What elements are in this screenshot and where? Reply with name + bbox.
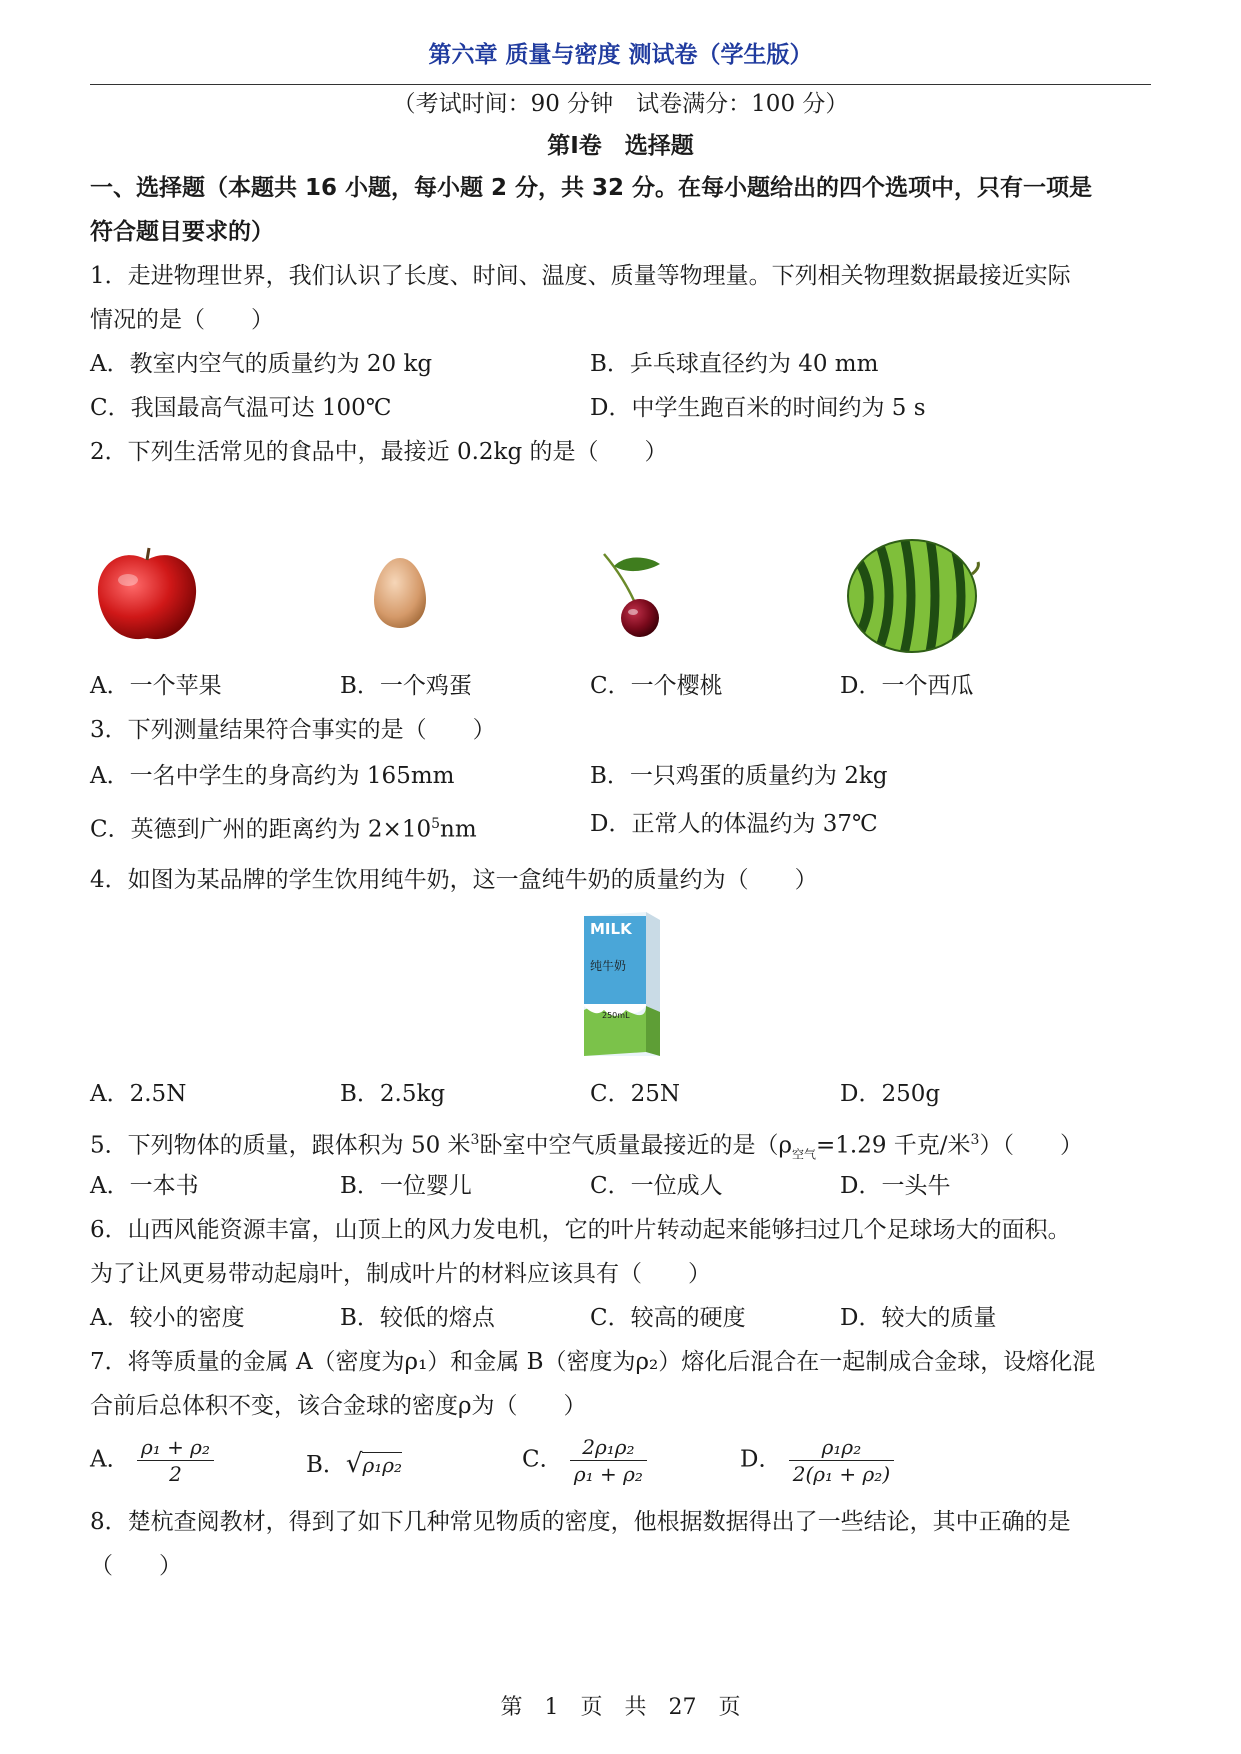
q2-stem: 2．下列生活常见的食品中，最接近 0.2kg 的是（ ） xyxy=(90,439,668,465)
q2-option-a: A．一个苹果 xyxy=(90,673,222,699)
q2-option-b: B．一个鸡蛋 xyxy=(340,673,472,699)
q1-option-d: D．中学生跑百米的时间约为 5 s xyxy=(590,395,926,421)
carton-volume-text: 250mL xyxy=(602,1011,630,1020)
milk-carton-image xyxy=(576,906,666,1060)
q7-option-a-fraction: $\frac{\text{ρ₁ + ρ₂}}{2}$ xyxy=(137,1434,214,1487)
part-one-heading-line1: 一、选择题（本题共 16 小题，每小题 2 分，共 32 分。在每小题给出的四个选项中，只有一项是 xyxy=(90,175,1093,201)
document-title: 第六章 质量与密度 测试卷（学生版） xyxy=(428,42,813,68)
q6-stem-line2: 为了让风更易带动起扇叶，制成叶片的材料应该具有（ ） xyxy=(90,1261,711,1287)
apple-image xyxy=(92,538,202,648)
q1-option-b: B．乒乓球直径约为 40 mm xyxy=(590,351,879,377)
q6-stem-line1: 6．山西风能资源丰富，山顶上的风力发电机，它的叶片转动起来能够扫过几个足球场大的面积。 xyxy=(90,1217,1071,1243)
section-title: 第Ⅰ卷 选择题 xyxy=(547,133,694,159)
carton-brand-text: MILK xyxy=(590,920,632,938)
q5-option-a: A．一本书 xyxy=(90,1173,199,1199)
q8-stem-line2: （ ） xyxy=(90,1553,182,1579)
exam-info: （考试时间：90 分钟 试卷满分：100 分） xyxy=(392,91,849,117)
q4-option-b: B．2.5kg xyxy=(340,1081,446,1107)
q4-option-d: D．250g xyxy=(840,1081,941,1107)
q1-stem-line1: 1．走进物理世界，我们认识了长度、时间、温度、质量等物理量。下列相关物理数据最接近实际 xyxy=(90,263,1071,289)
q3-option-a: A．一名中学生的身高约为 165mm xyxy=(90,763,455,789)
q1-option-c: C．我国最高气温可达 100℃ xyxy=(90,395,392,421)
watermelon-image xyxy=(844,534,982,654)
q5-option-b: B．一位婴儿 xyxy=(340,1173,472,1199)
q1-option-a: A．教室内空气的质量约为 20 kg xyxy=(90,351,433,377)
q7-option-c-fraction: $\frac{\text{2ρ₁ρ₂}}{\text{ρ₁ + ρ₂}}$ xyxy=(570,1434,647,1487)
q6-option-c: C．较高的硬度 xyxy=(590,1305,746,1331)
egg-image xyxy=(372,556,428,630)
part-one-heading-line2: 符合题目要求的） xyxy=(90,219,274,245)
q6-option-d: D．较大的质量 xyxy=(840,1305,997,1331)
q7-option-b: B．√ρ₁ρ₂ xyxy=(306,1449,403,1479)
q4-stem: 4．如图为某品牌的学生饮用纯牛奶，这一盒纯牛奶的质量约为（ ） xyxy=(90,867,818,893)
q7-option-d: D． $\frac{\text{ρ₁ρ₂}}{\text{2(ρ₁ + ρ₂)}}$ xyxy=(740,1434,894,1487)
q8-stem-line1: 8．楚杭查阅教材，得到了如下几种常见物质的密度，他根据数据得出了一些结论，其中正确的是 xyxy=(90,1509,1071,1535)
q4-option-c: C．25N xyxy=(590,1081,680,1107)
carton-name-text: 纯牛奶 xyxy=(590,959,627,973)
q7-option-d-fraction: $\frac{\text{ρ₁ρ₂}}{\text{2(ρ₁ + ρ₂)}}$ xyxy=(789,1434,894,1487)
q1-stem-line2: 情况的是（ ） xyxy=(90,307,274,333)
q7-option-c: C． $\frac{\text{2ρ₁ρ₂}}{\text{ρ₁ + ρ₂}}$ xyxy=(522,1434,647,1487)
cherry-image xyxy=(596,550,676,640)
sqrt-icon: √ xyxy=(345,1449,363,1479)
q5-option-d: D．一头牛 xyxy=(840,1173,951,1199)
page-number-footer: 第 1 页 共 27 页 xyxy=(500,1695,741,1720)
q6-option-b: B．较低的熔点 xyxy=(340,1305,495,1331)
q6-option-a: A．较小的密度 xyxy=(90,1305,245,1331)
q4-option-a: A．2.5N xyxy=(90,1081,187,1107)
q2-option-d: D．一个西瓜 xyxy=(840,673,974,699)
q7-stem-line1: 7．将等质量的金属 A（密度为ρ₁）和金属 B（密度为ρ₂）熔化后混合在一起制成合金球，设熔化混 xyxy=(90,1349,1096,1375)
q3-stem: 3．下列测量结果符合事实的是（ ） xyxy=(90,717,496,743)
q2-option-c: C．一个樱桃 xyxy=(590,673,723,699)
q7-stem-line2: 合前后总体积不变，该合金球的密度ρ为（ ） xyxy=(90,1393,587,1419)
q3-option-b: B．一只鸡蛋的质量约为 2kg xyxy=(590,763,888,789)
page-header xyxy=(90,28,1151,85)
q3-option-c: C．英德到广州的距离约为 $2\times 10^5nm$ xyxy=(90,816,477,843)
q5-stem: 5．下列物体的质量，跟体积为 50 米$^3$卧室中空气质量最接近的是（$\rho_{空气}=1.29$ 千克/米$^3$）（ ） xyxy=(90,1132,1083,1162)
q5-option-c: C．一位成人 xyxy=(590,1173,723,1199)
q3-option-d: D．正常人的体温约为 37℃ xyxy=(590,811,878,837)
q7-option-a: A． $\frac{\text{ρ₁ + ρ₂}}{2}$ xyxy=(90,1434,214,1487)
